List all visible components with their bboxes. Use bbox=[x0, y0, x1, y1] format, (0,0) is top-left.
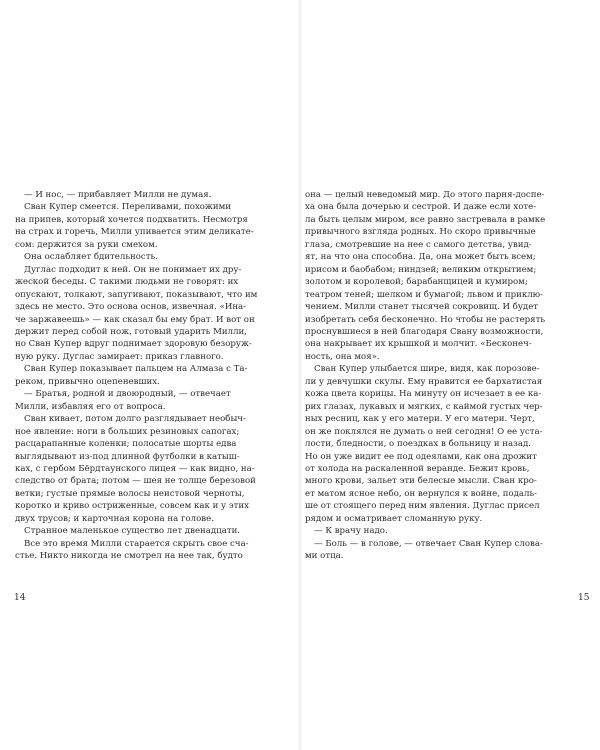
page-number: 14 bbox=[14, 593, 26, 603]
paragraph: — Боль — в голове, — отвечает Сван Купер слова- ми отца. bbox=[305, 538, 543, 562]
paragraph: Все это время Милли старается скрыть свое сча- стье. Никто никогда не смотрел на нее так, будто bbox=[15, 538, 249, 562]
right-page-text bbox=[305, 189, 577, 563]
paragraph: — К врачу надо. bbox=[314, 526, 388, 537]
paragraph: Она ослабляет бдительность. bbox=[24, 252, 158, 263]
paragraph: — Братья, родной и двоюродный, — отвечает Милли, избавляя его от вопроса. bbox=[15, 389, 231, 412]
paragraph: Сван Купер смеется. Переливами, похожими на припев, который хочется подхватить. Несмотря на страх и горечь, Милли упивается этим деликате- сом: держится за руки смехом. bbox=[15, 202, 254, 250]
paragraph: Странное маленькое существо лет двенадцати. bbox=[24, 526, 241, 537]
paragraph: Сван кивает, потом долго разглядывает необыч- ное явление: ноги в больших резиновых сапогах; расцарапанные коленки; полосатые шорты едва выглядывают из-под длинной футболки в катыш- ках, с гербом Бёрдтаунского лицея — как видно, на- следство от брата; потом — шея не толще березовой ветки; густые прямые волосы неистовой черноты, коротко и криво остриженные, совсем как и у этих двух трусов; и карточная корона на голове. bbox=[15, 414, 256, 524]
paragraph: она — целый неведомый мир. До этого парня-доспе- ха она была дочерью и сестрой. И даже если хоте- ла быть целым миром, все равно застревала в рамке привычного взгляда родных. Но скоро привычные глаза, смотревшие на нее с самого детства, увид- ят, на что она способна. Да, она может быть всем; ирисом и баобабом; ниндзей; великим открытием; золотом и королевой; барабанщицей и кумиром; театром теней; шелком и бумагой; львом и приклю- чением. Милли станет тысячей сокровищ. И будет изобретать себя бесконечно. Но чтобы не растерять проснувшиеся в ней благодаря Свану возможности, она накрывает их крышкой и молчит. «Бесконеч- ность, она моя». bbox=[305, 190, 546, 362]
paragraph: Дуглас подходит к ней. Он не понимает их дру- жеской беседы. С такими людьми не говорят: их опускают, толкают, запугивают, показывают, что им здесь не место. Это основа основ, извечная. «Ина- че заржавеешь» — как сказал бы ему брат. И вот он держит перед собой нож, готовый ударить Милли, но Сван Купер вдруг поднимает здоровую безоруж- ную руку. Дуглас замирает: приказ главного. bbox=[15, 264, 258, 362]
page-number: 15 bbox=[578, 593, 590, 603]
paragraph: Сван Купер показывает пальцем на Алмаза с Та- реком, привычно оцепеневших. bbox=[15, 364, 248, 387]
paragraph: Сван Купер улыбается шире, видя, как порозове- ли у девчушки скулы. Ему нравится ее бархатистая кожа цвета корицы. На минуту он исчезает в ее ка- рих глазах, лукавых и мягких, с каймой густых чер- ных ресниц, как у его матери. У его матери. Черт, он же поклялся не думать о ней сегодня! О ее уста- лости, бледности, о поездках в больницу и назад. Но он уже видит ее под одеялами, как она дрожит от холода на раскаленной веранде. Бежит кровь, много крови, зальет эти белесые мысли. Сван кро- ет матом ясное небо, он вернулся к войне, подаль- ше от стоящего перед ним явления. Дуглас присел рядом и осматривает сломанную руку. bbox=[305, 364, 543, 524]
left-page-text bbox=[15, 189, 287, 563]
paragraph: — И нос, — прибавляет Милли не думая. bbox=[24, 190, 212, 200]
right-page bbox=[300, 0, 600, 750]
